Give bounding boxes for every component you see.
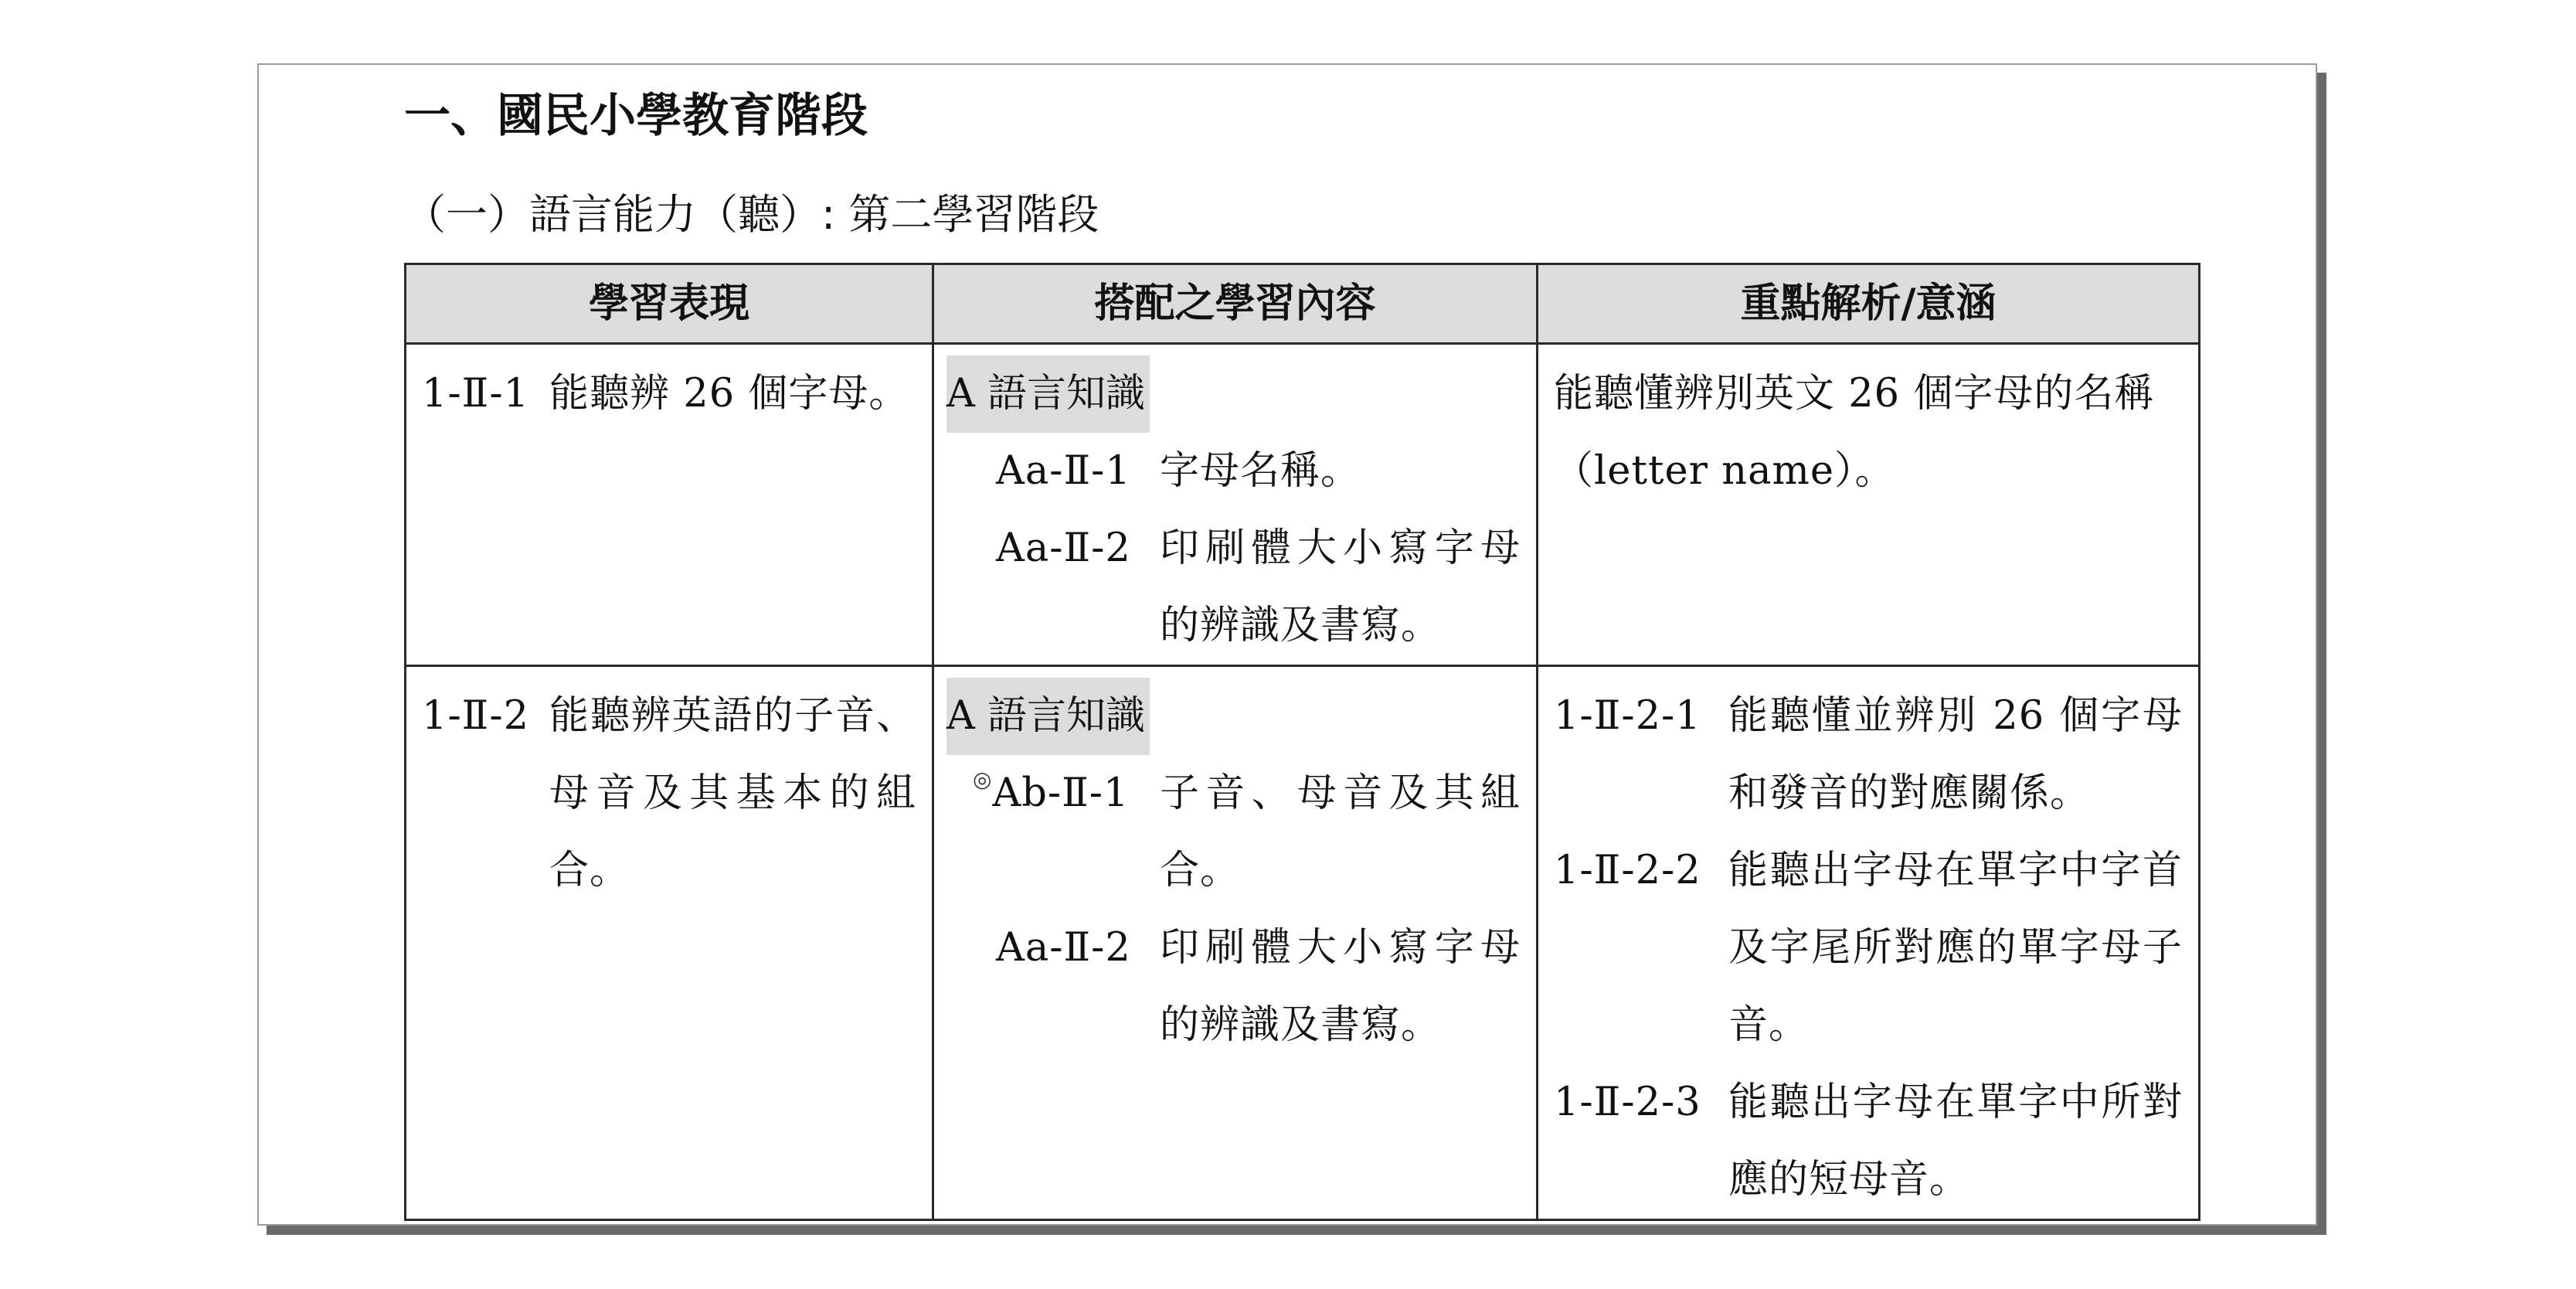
explanation-text: 能聽出字母在單字中字首及字尾所對應的單字母子音。 <box>1728 848 2183 1048</box>
content-category: A 語言知識 <box>946 355 1150 433</box>
performance-item <box>422 678 916 910</box>
performance-cell <box>406 666 933 1220</box>
content-text: 印刷體大小寫字母的辨識及書寫。 <box>1160 925 1521 1048</box>
performance-text: 能聽辨英語的子音、母音及其基本的組合。 <box>549 693 916 893</box>
explanation-item <box>1554 678 2183 832</box>
content-item <box>950 755 1521 910</box>
content-code-with-mark <box>973 755 1160 910</box>
table-row <box>406 666 2200 1220</box>
explanation-code: 1-Ⅱ-2-2 <box>1554 848 1701 893</box>
content-code: Aa-Ⅱ-1 <box>996 448 1131 494</box>
content-code: Ab-Ⅱ-1 <box>992 770 1130 816</box>
explanation-item <box>1554 832 2183 1064</box>
table-row <box>406 344 2200 666</box>
content-cell <box>933 666 1538 1220</box>
performance-text: 能聽辨 26 個字母。 <box>549 371 909 417</box>
explanation-text: 能聽出字母在單字中所對應的短母音。 <box>1728 1080 2183 1202</box>
content-code: Aa-Ⅱ-2 <box>996 925 1131 971</box>
header-content: 搭配之學習內容 <box>933 264 1538 344</box>
explanation-cell <box>1538 666 2200 1220</box>
content-text: 印刷體大小寫字母的辨識及書寫。 <box>1160 525 1521 648</box>
explanation-cell <box>1538 344 2200 666</box>
content-item <box>950 510 1521 665</box>
performance-cell <box>406 344 933 666</box>
content-code: Aa-Ⅱ-2 <box>996 525 1131 571</box>
subsection-title: （一）語言能力（聽）: 第二學習階段 <box>404 190 1099 239</box>
content-item <box>950 433 1521 510</box>
performance-code: 1-Ⅱ-2 <box>422 693 530 739</box>
table-header-row <box>406 264 2200 344</box>
document-page <box>257 63 2317 1226</box>
performance-item <box>422 355 916 433</box>
core-content-mark-icon: ◎ <box>973 767 993 792</box>
section-title: 一、國民小學教育階段 <box>404 89 868 143</box>
content-cell <box>933 344 1538 666</box>
explanation-code: 1-Ⅱ-2-1 <box>1554 693 1701 739</box>
explanation-text: 能聽懂並辨別 26 個字母和發音的對應關係。 <box>1728 693 2183 816</box>
header-explanation: 重點解析/意涵 <box>1538 264 2200 344</box>
content-item <box>950 910 1521 1064</box>
content-text: 字母名稱。 <box>1160 448 1361 494</box>
content-category: A 語言知識 <box>946 678 1150 755</box>
performance-code: 1-Ⅱ-1 <box>422 371 530 417</box>
content-text: 子音、母音及其組合。 <box>1160 770 1521 893</box>
explanation-code: 1-Ⅱ-2-3 <box>1554 1080 1701 1125</box>
header-performance: 學習表現 <box>406 264 933 344</box>
explanation-item <box>1554 1064 2183 1219</box>
curriculum-table <box>404 263 2200 1221</box>
explanation-text: 能聽懂辨別英文 26 個字母的名稱（letter name）。 <box>1554 371 2155 494</box>
